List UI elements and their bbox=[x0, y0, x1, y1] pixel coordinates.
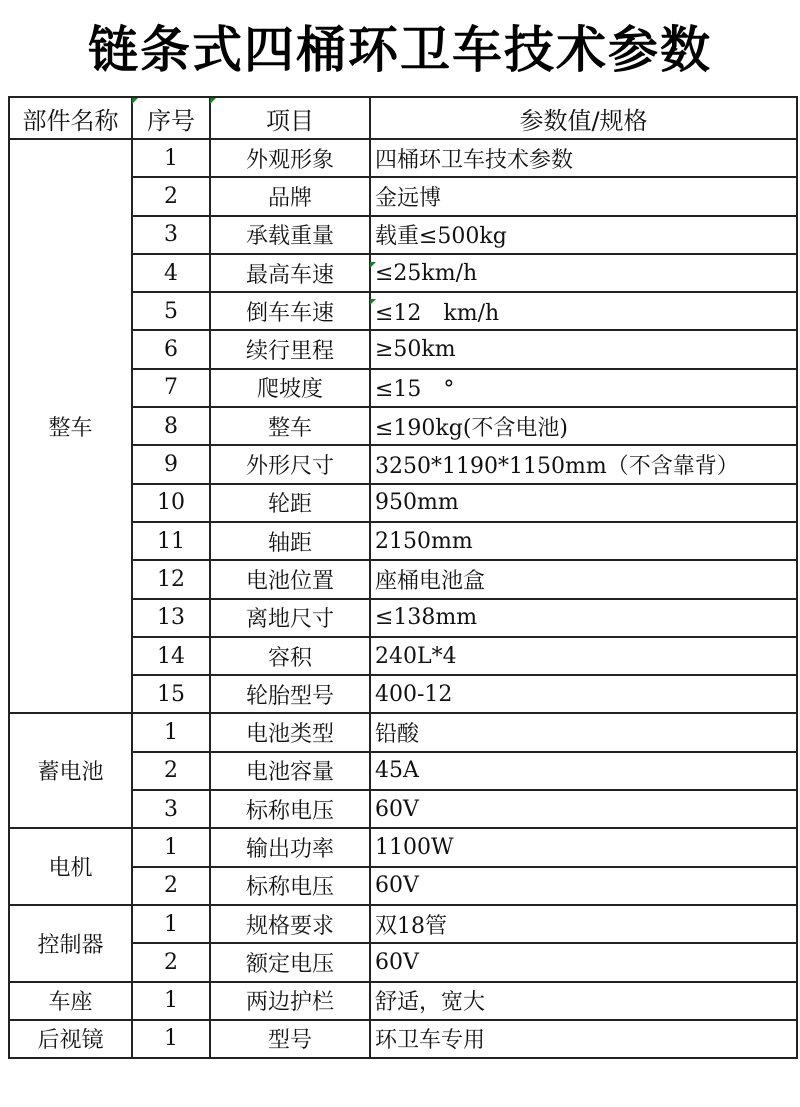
seq-cell[interactable]: 6 bbox=[132, 330, 210, 368]
part-name-cell[interactable]: 蓄电池 bbox=[9, 713, 132, 828]
value-cell[interactable]: 3250*1190*1150mm（不含靠背） bbox=[370, 445, 797, 483]
cell-marker bbox=[370, 299, 376, 305]
item-cell[interactable]: 外形尺寸 bbox=[210, 445, 370, 483]
seq-cell[interactable]: 1 bbox=[132, 982, 210, 1020]
item-cell[interactable]: 整车 bbox=[210, 407, 370, 445]
value-cell[interactable]: 60V bbox=[370, 790, 797, 828]
header-row bbox=[9, 97, 797, 139]
item-cell[interactable]: 规格要求 bbox=[210, 905, 370, 943]
item-cell[interactable]: 倒车车速 bbox=[210, 292, 370, 330]
value-cell[interactable]: 双18管 bbox=[370, 905, 797, 943]
item-cell[interactable]: 轴距 bbox=[210, 522, 370, 560]
seq-cell[interactable]: 7 bbox=[132, 369, 210, 407]
item-cell[interactable]: 标称电压 bbox=[210, 790, 370, 828]
part-name-cell[interactable]: 车座 bbox=[9, 982, 132, 1020]
item-cell[interactable]: 额定电压 bbox=[210, 943, 370, 981]
part-name-cell[interactable]: 控制器 bbox=[9, 905, 132, 982]
header-value[interactable]: 参数值/规格 bbox=[370, 97, 797, 139]
item-cell[interactable]: 两边护栏 bbox=[210, 982, 370, 1020]
value-cell[interactable]: ≤138mm bbox=[370, 599, 797, 637]
value-cell[interactable]: ≤25km/h bbox=[370, 254, 797, 292]
seq-cell[interactable]: 4 bbox=[132, 254, 210, 292]
table-row bbox=[9, 713, 797, 751]
seq-cell[interactable]: 2 bbox=[132, 943, 210, 981]
item-cell[interactable]: 电池位置 bbox=[210, 560, 370, 598]
seq-cell[interactable]: 13 bbox=[132, 599, 210, 637]
cell-marker bbox=[210, 98, 216, 104]
seq-cell[interactable]: 11 bbox=[132, 522, 210, 560]
spec-body bbox=[9, 139, 797, 1058]
item-cell[interactable]: 爬坡度 bbox=[210, 369, 370, 407]
seq-cell[interactable]: 3 bbox=[132, 790, 210, 828]
value-cell[interactable]: 950mm bbox=[370, 484, 797, 522]
value-cell[interactable]: 60V bbox=[370, 867, 797, 905]
value-cell[interactable]: ≤12 km/h bbox=[370, 292, 797, 330]
seq-cell[interactable]: 1 bbox=[132, 828, 210, 866]
item-cell[interactable]: 品牌 bbox=[210, 177, 370, 215]
value-cell[interactable]: 45A bbox=[370, 752, 797, 790]
item-cell[interactable]: 最高车速 bbox=[210, 254, 370, 292]
header-seq[interactable]: 序号 bbox=[132, 97, 210, 139]
part-name-cell[interactable]: 整车 bbox=[9, 139, 132, 713]
part-name-cell[interactable]: 电机 bbox=[9, 828, 132, 905]
value-cell[interactable]: 金远博 bbox=[370, 177, 797, 215]
seq-cell[interactable]: 2 bbox=[132, 177, 210, 215]
seq-cell[interactable]: 9 bbox=[132, 445, 210, 483]
value-cell[interactable]: 铅酸 bbox=[370, 713, 797, 751]
seq-cell[interactable]: 2 bbox=[132, 867, 210, 905]
cell-marker bbox=[370, 262, 376, 268]
seq-cell[interactable]: 1 bbox=[132, 905, 210, 943]
seq-cell[interactable]: 1 bbox=[132, 1020, 210, 1058]
seq-cell[interactable]: 14 bbox=[132, 637, 210, 675]
value-cell[interactable]: ≤190kg(不含电池) bbox=[370, 407, 797, 445]
seq-cell[interactable]: 1 bbox=[132, 713, 210, 751]
seq-cell[interactable]: 5 bbox=[132, 292, 210, 330]
value-cell[interactable]: 环卫车专用 bbox=[370, 1020, 797, 1058]
value-cell[interactable]: 60V bbox=[370, 943, 797, 981]
item-cell[interactable]: 容积 bbox=[210, 637, 370, 675]
header-item[interactable]: 项目 bbox=[210, 97, 370, 139]
page-title: 链条式四桶环卫车技术参数 bbox=[88, 20, 712, 79]
item-cell[interactable]: 续行里程 bbox=[210, 330, 370, 368]
item-cell[interactable]: 轮胎型号 bbox=[210, 675, 370, 713]
value-cell[interactable]: ≤15 ° bbox=[370, 369, 797, 407]
spec-table bbox=[8, 96, 798, 1059]
part-name-cell[interactable]: 后视镜 bbox=[9, 1020, 132, 1058]
item-cell[interactable]: 电池容量 bbox=[210, 752, 370, 790]
table-row bbox=[9, 905, 797, 943]
value-cell[interactable]: 座桶电池盒 bbox=[370, 560, 797, 598]
item-cell[interactable]: 轮距 bbox=[210, 484, 370, 522]
item-cell[interactable]: 型号 bbox=[210, 1020, 370, 1058]
value-cell[interactable]: 载重≤500kg bbox=[370, 216, 797, 254]
seq-cell[interactable]: 3 bbox=[132, 216, 210, 254]
value-cell[interactable]: 四桶环卫车技术参数 bbox=[370, 139, 797, 177]
value-cell[interactable]: 2150mm bbox=[370, 522, 797, 560]
item-cell[interactable]: 离地尺寸 bbox=[210, 599, 370, 637]
item-cell[interactable]: 外观形象 bbox=[210, 139, 370, 177]
value-cell[interactable]: 400-12 bbox=[370, 675, 797, 713]
value-cell[interactable]: 1100W bbox=[370, 828, 797, 866]
seq-cell[interactable]: 15 bbox=[132, 675, 210, 713]
item-cell[interactable]: 输出功率 bbox=[210, 828, 370, 866]
value-cell[interactable]: 240L*4 bbox=[370, 637, 797, 675]
item-cell[interactable]: 标称电压 bbox=[210, 867, 370, 905]
header-part[interactable]: 部件名称 bbox=[9, 97, 132, 139]
cell-marker bbox=[132, 98, 138, 104]
table-row bbox=[9, 982, 797, 1020]
table-row bbox=[9, 828, 797, 866]
seq-cell[interactable]: 1 bbox=[132, 139, 210, 177]
item-cell[interactable]: 承载重量 bbox=[210, 216, 370, 254]
table-row bbox=[9, 139, 797, 177]
value-cell[interactable]: 舒适，宽大 bbox=[370, 982, 797, 1020]
table-row bbox=[9, 1020, 797, 1058]
item-cell[interactable]: 电池类型 bbox=[210, 713, 370, 751]
seq-cell[interactable]: 2 bbox=[132, 752, 210, 790]
value-cell[interactable]: ≥50km bbox=[370, 330, 797, 368]
seq-cell[interactable]: 8 bbox=[132, 407, 210, 445]
seq-cell[interactable]: 12 bbox=[132, 560, 210, 598]
seq-cell[interactable]: 10 bbox=[132, 484, 210, 522]
